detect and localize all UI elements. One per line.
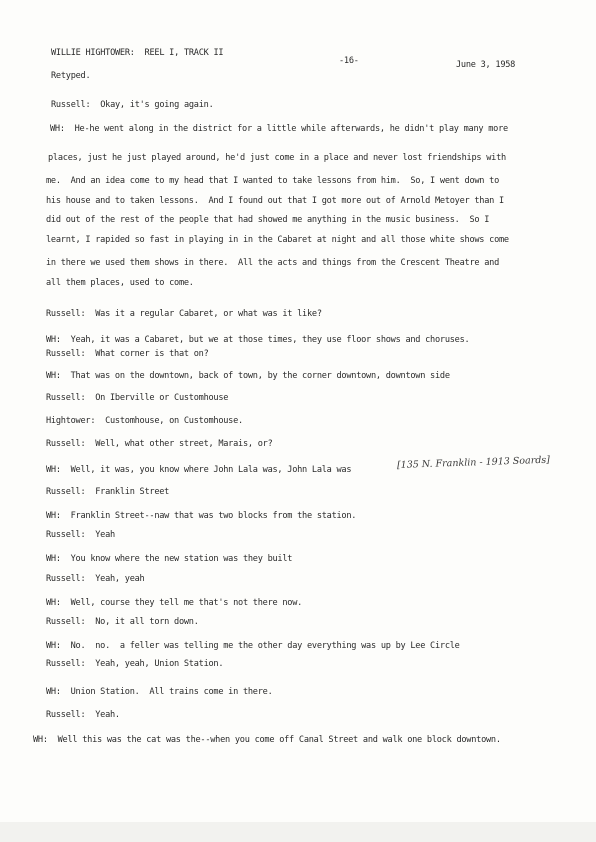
page-number: -16-: [339, 56, 359, 66]
transcript-line: did out of the rest of the people that had showed me anything in the music business. So I: [46, 215, 490, 225]
transcript-line: Russell: Yeah, yeah, Union Station.: [46, 659, 224, 669]
scan-bottom-edge: [0, 822, 596, 842]
transcript-line: WH: Franklin Street--naw that was two blocks from the station.: [46, 511, 357, 521]
transcript-line: Hightower: Customhouse, on Customhouse.: [46, 416, 243, 426]
header-date: June 3, 1958: [456, 60, 516, 70]
transcript-line: me. And an idea come to my head that I wanted to take lessons from him. So, I went down to: [46, 176, 499, 186]
transcript-line: WH: Well this was the cat was the--when you come off Canal Street and walk one block downtown.: [33, 735, 501, 745]
handwritten-annotation: [135 N. Franklin - 1913 Soards]: [396, 454, 551, 471]
transcript-line: WH: That was on the downtown, back of town, by the corner downtown, downtown side: [46, 371, 450, 381]
transcript-line: WH: You know where the new station was they built: [46, 554, 293, 564]
transcript-line: Russell: Yeah.: [46, 710, 120, 720]
transcript-line: Russell: What corner is that on?: [46, 349, 209, 359]
transcript-line: WH: He-he went along in the district for a little while afterwards, he didn't play many more: [50, 124, 508, 134]
header-title: WILLIE HIGHTOWER: REEL I, TRACK II: [51, 48, 224, 58]
transcript-line: Russell: Okay, it's going again.: [51, 100, 214, 110]
transcript-line: WH: Yeah, it was a Cabaret, but we at those times, they use floor shows and choruses.: [46, 335, 470, 345]
transcript-line: Russell: Yeah, yeah: [46, 574, 145, 584]
transcript-line: Russell: Yeah: [46, 530, 115, 540]
transcript-line: WH: Well, course they tell me that's not there now.: [46, 598, 303, 608]
transcript-line: his house and to taken lessons. And I found out that I got more out of Arnold Metoyer than I: [46, 196, 504, 206]
transcript-line: Russell: No, it all torn down.: [46, 617, 199, 627]
transcript-line: WH: No. no. a feller was telling me the other day everything was up by Lee Circle: [46, 641, 460, 651]
transcript-line: WH: Well, it was, you know where John Lala was, John Lala was: [46, 465, 352, 475]
transcript-line: WH: Union Station. All trains come in there.: [46, 687, 273, 697]
transcript-line: Russell: On Iberville or Customhouse: [46, 393, 229, 403]
transcript-line: Russell: Was it a regular Cabaret, or what was it like?: [46, 309, 322, 319]
transcript-line: all them places, used to come.: [46, 278, 194, 288]
transcript-line: Russell: Well, what other street, Marais, or?: [46, 439, 273, 449]
transcript-line: places, just he just played around, he'd just come in a place and never lost friendships with: [48, 153, 506, 163]
retyped-note: Retyped.: [51, 71, 91, 81]
transcript-line: Russell: Franklin Street: [46, 487, 170, 497]
transcript-line: in there we used them shows in there. All the acts and things from the Crescent Theatre and: [46, 258, 499, 268]
transcript-line: learnt, I rapided so fast in playing in in the Cabaret at night and all those white shows come: [46, 235, 509, 245]
